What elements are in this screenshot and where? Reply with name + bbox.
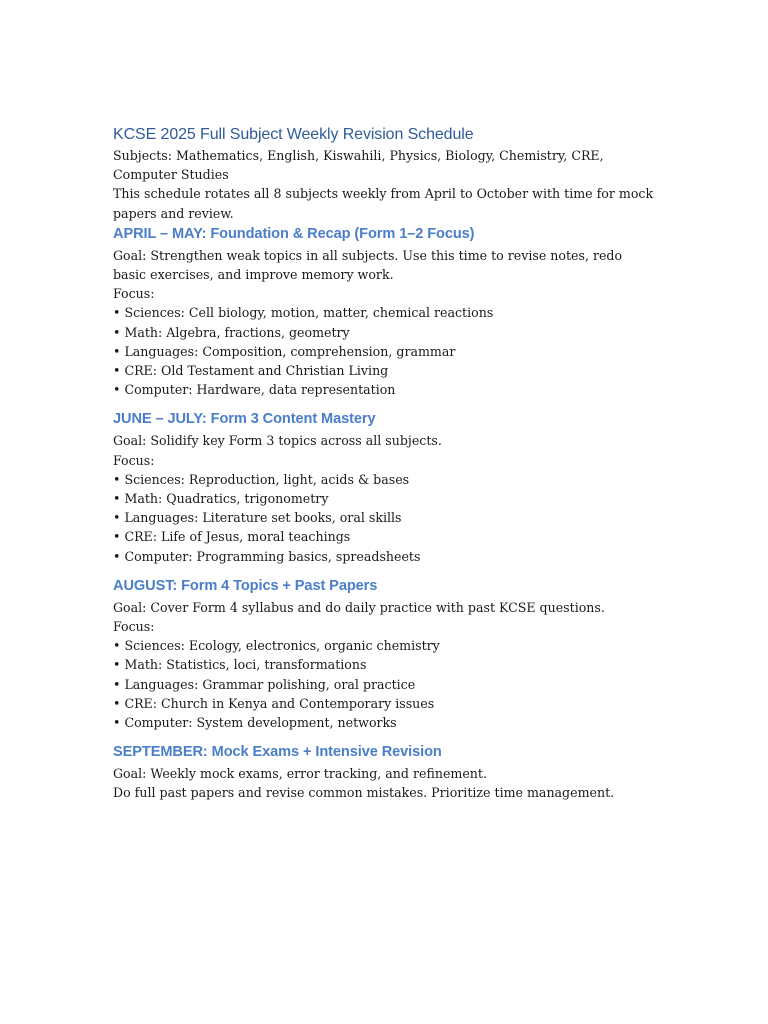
focus-list xyxy=(113,636,658,732)
focus-item: • Computer: Programming basics, spreadsheets xyxy=(113,547,658,566)
focus-item: • Languages: Grammar polishing, oral practice xyxy=(113,675,658,694)
focus-item: • CRE: Church in Kenya and Contemporary issues xyxy=(113,694,658,713)
section-september xyxy=(113,741,658,802)
focus-label: Focus: xyxy=(113,452,155,468)
focus-label: Focus: xyxy=(113,286,155,302)
section-april-may xyxy=(113,223,658,400)
section-goal: Goal: Strengthen weak topics in all subjects. Use this time to revise notes, redo basic exercises, and improve memory work. xyxy=(113,247,623,283)
focus-item: • Sciences: Cell biology, motion, matter, chemical reactions xyxy=(113,303,658,322)
section-heading: AUGUST: Form 4 Topics + Past Papers xyxy=(113,577,378,594)
section-goal: Goal: Weekly mock exams, error tracking, and refinement. xyxy=(113,766,487,782)
intro-paragraph: This schedule rotates all 8 subjects weekly from April to October with time for mock papers and review. xyxy=(113,186,654,221)
focus-item: • CRE: Old Testament and Christian Living xyxy=(113,361,658,380)
subjects-line: Subjects: Mathematics, English, Kiswahili, Physics, Biology, Chemistry, CRE, Computer Studies xyxy=(113,148,604,183)
focus-item: • Math: Algebra, fractions, geometry xyxy=(113,323,658,342)
section-heading: JUNE – JULY: Form 3 Content Mastery xyxy=(113,411,376,428)
focus-item: • Sciences: Reproduction, light, acids & bases xyxy=(113,470,658,489)
focus-item: • Math: Quadratics, trigonometry xyxy=(113,489,658,508)
focus-item: • Computer: System development, networks xyxy=(113,713,658,732)
focus-label: Focus: xyxy=(113,619,155,635)
focus-item: • CRE: Life of Jesus, moral teachings xyxy=(113,527,658,546)
focus-item: • Math: Statistics, loci, transformations xyxy=(113,655,658,674)
focus-item: • Languages: Composition, comprehension, grammar xyxy=(113,342,658,361)
focus-item: • Sciences: Ecology, electronics, organic chemistry xyxy=(113,636,658,655)
section-goal: Goal: Solidify key Form 3 topics across all subjects. xyxy=(113,433,442,449)
section-august xyxy=(113,575,658,732)
document-title: KCSE 2025 Full Subject Weekly Revision Schedule xyxy=(113,126,474,143)
section-june-july xyxy=(113,408,658,565)
focus-item: • Languages: Literature set books, oral skills xyxy=(113,508,658,527)
section-heading: SEPTEMBER: Mock Exams + Intensive Revision xyxy=(113,744,442,761)
section-goal: Goal: Cover Form 4 syllabus and do daily practice with past KCSE questions. xyxy=(113,599,605,615)
section-extra: Do full past papers and revise common mistakes. Prioritize time management. xyxy=(113,785,615,801)
document-page xyxy=(113,124,658,812)
focus-list xyxy=(113,303,658,399)
focus-item: • Computer: Hardware, data representation xyxy=(113,380,658,399)
section-heading: APRIL – MAY: Foundation & Recap (Form 1–2 Focus) xyxy=(113,225,475,242)
focus-list xyxy=(113,470,658,566)
